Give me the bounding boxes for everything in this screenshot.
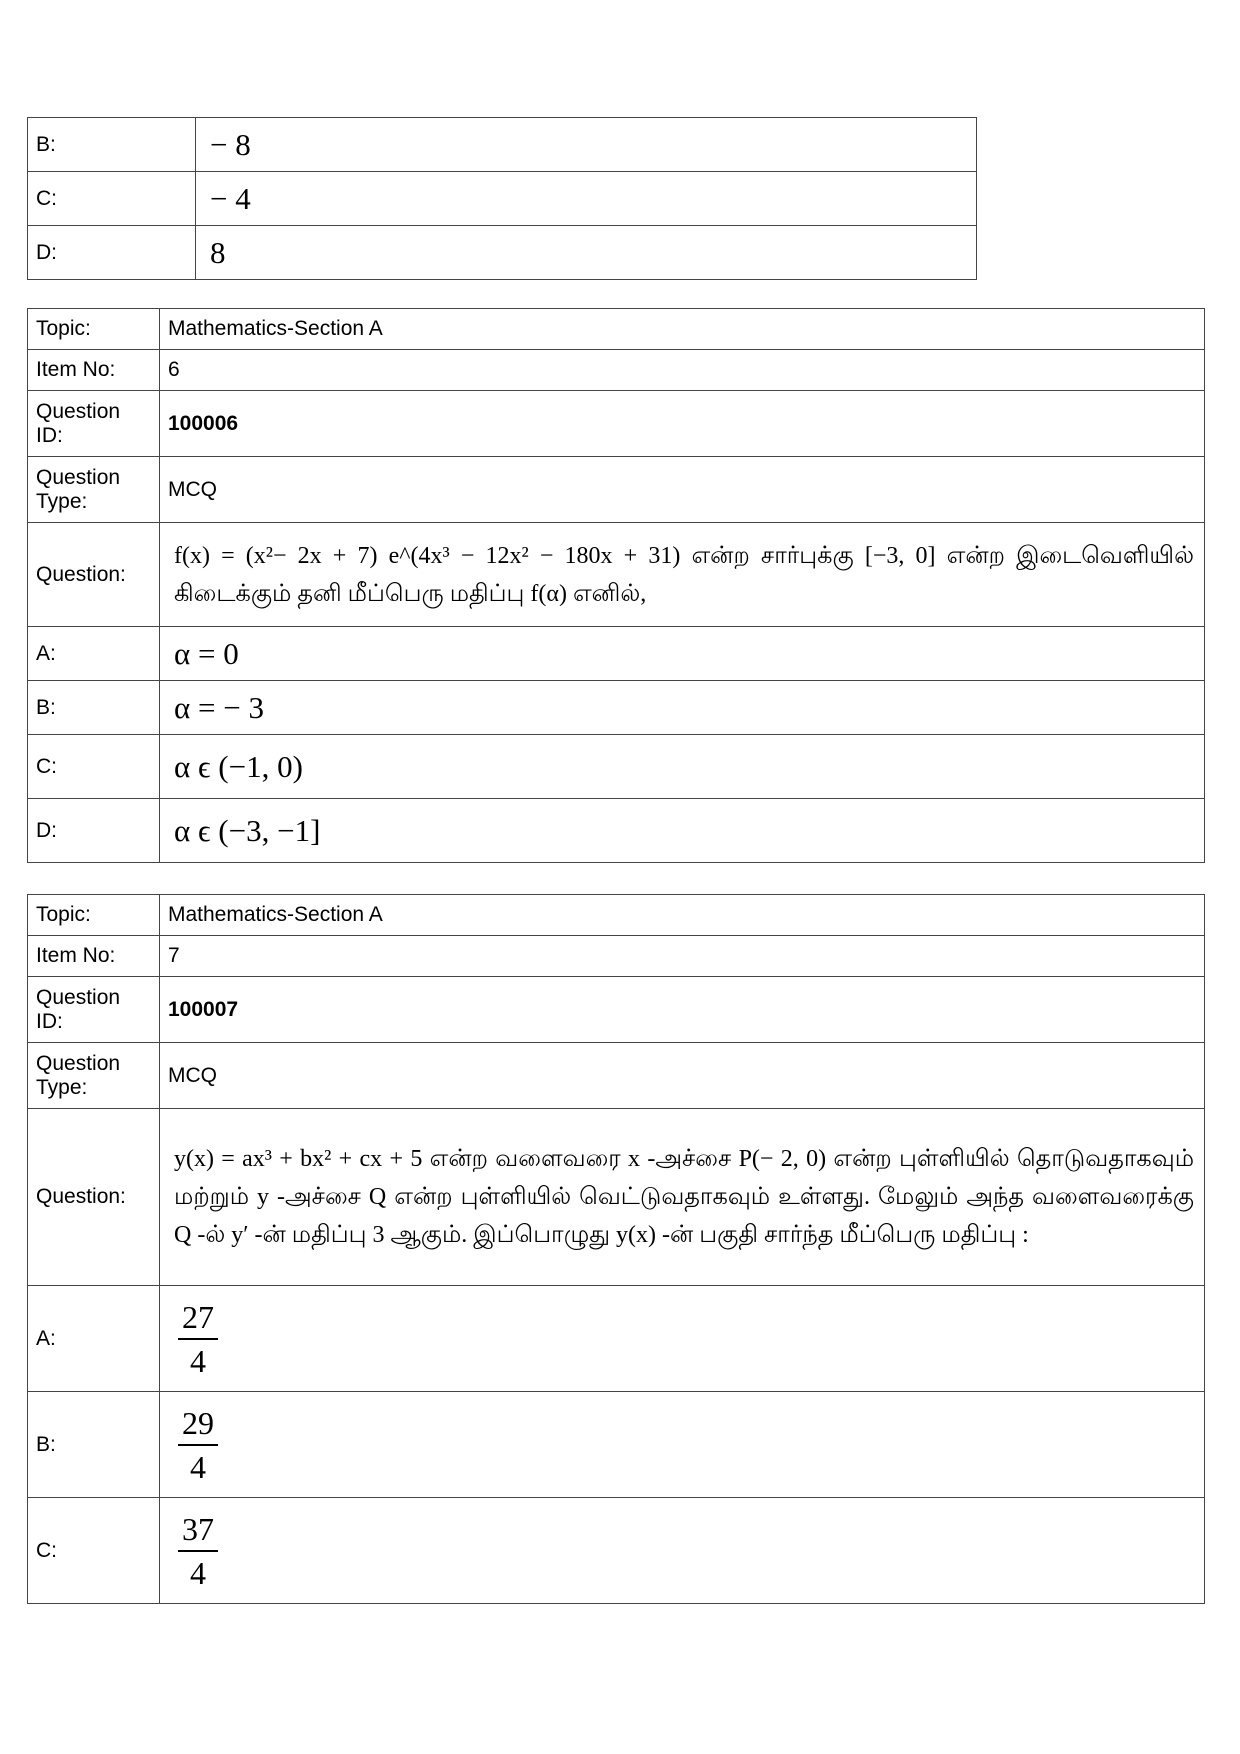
question-id-row (28, 977, 1205, 1043)
option-value: 8 (196, 226, 977, 280)
option-label: C: (28, 735, 160, 799)
option-value (160, 1286, 1205, 1392)
question-row (28, 1109, 1205, 1286)
item-label: Item No: (28, 936, 160, 977)
option-row (28, 735, 1205, 799)
fraction-numerator: 29 (178, 1404, 218, 1446)
question-type-row (28, 1043, 1205, 1109)
fraction (178, 1404, 218, 1486)
question-id-label: Question ID: (28, 391, 160, 457)
question-id-row (28, 391, 1205, 457)
fraction-denominator: 4 (190, 1342, 206, 1379)
question-type-label: Question Type: (28, 457, 160, 523)
item-value: 7 (160, 936, 1205, 977)
option-row (28, 172, 977, 226)
option-row (28, 1498, 1205, 1604)
question-7-table (27, 894, 1205, 1604)
question-label: Question: (28, 1109, 160, 1286)
question-type-label: Question Type: (28, 1043, 160, 1109)
option-label: A: (28, 1286, 160, 1392)
option-value: α ϵ (−3, −1] (160, 799, 1205, 863)
option-label: A: (28, 627, 160, 681)
option-value: − 4 (196, 172, 977, 226)
option-row (28, 799, 1205, 863)
fraction-numerator: 37 (178, 1510, 218, 1552)
option-value (160, 1498, 1205, 1604)
fraction (178, 1298, 218, 1380)
topic-row (28, 895, 1205, 936)
option-value: α = 0 (160, 627, 1205, 681)
option-row (28, 1392, 1205, 1498)
option-row (28, 681, 1205, 735)
option-label: C: (28, 172, 196, 226)
topic-row (28, 309, 1205, 350)
fraction-denominator: 4 (190, 1554, 206, 1591)
option-row (28, 1286, 1205, 1392)
fraction-denominator: 4 (190, 1448, 206, 1485)
option-row (28, 118, 977, 172)
question-type-value: MCQ (160, 1043, 1205, 1109)
item-label: Item No: (28, 350, 160, 391)
topic-value: Mathematics-Section A (160, 309, 1205, 350)
question-text: f(x) = (x²− 2x + 7) e^(4x³ − 12x² − 180x + 31) என்ற சார்புக்கு [−3, 0] என்ற இடைவெளியில் கிடைக்கும் தனி மீப்பெரு மதிப்பு f(α) எனில், (160, 523, 1205, 627)
question-id-value: 100007 (160, 977, 1205, 1043)
topic-value: Mathematics-Section A (160, 895, 1205, 936)
question-type-row (28, 457, 1205, 523)
question-6-table (27, 308, 1205, 863)
option-value: α ϵ (−1, 0) (160, 735, 1205, 799)
topic-label: Topic: (28, 309, 160, 350)
item-row (28, 936, 1205, 977)
fraction-numerator: 27 (178, 1298, 218, 1340)
option-row (28, 627, 1205, 681)
question-text: y(x) = ax³ + bx² + cx + 5 என்ற வளைவரை x -அச்சை P(− 2, 0) என்ற புள்ளியில் தொடுவதாகவும் மற்றும் y -அச்சை Q என்ற புள்ளியில் வெட்டுவதாகவும் உள்ளது. மேலும் அந்த வளைவரைக்கு Q -ல் y′ -ன் மதிப்பு 3 ஆகும். இப்பொழுது y(x) -ன் பகுதி சார்ந்த மீப்பெரு மதிப்பு : (160, 1109, 1205, 1286)
question-id-value: 100006 (160, 391, 1205, 457)
option-value: α = − 3 (160, 681, 1205, 735)
question-id-label: Question ID: (28, 977, 160, 1043)
option-value (160, 1392, 1205, 1498)
item-value: 6 (160, 350, 1205, 391)
option-value: − 8 (196, 118, 977, 172)
item-row (28, 350, 1205, 391)
option-label: C: (28, 1498, 160, 1604)
topic-label: Topic: (28, 895, 160, 936)
fraction (178, 1510, 218, 1592)
option-label: B: (28, 1392, 160, 1498)
option-label: B: (28, 118, 196, 172)
question-type-value: MCQ (160, 457, 1205, 523)
question-label: Question: (28, 523, 160, 627)
option-row (28, 226, 977, 280)
question-row (28, 523, 1205, 627)
option-label: D: (28, 226, 196, 280)
option-label: D: (28, 799, 160, 863)
option-label: B: (28, 681, 160, 735)
prev-question-options-table (27, 117, 977, 280)
